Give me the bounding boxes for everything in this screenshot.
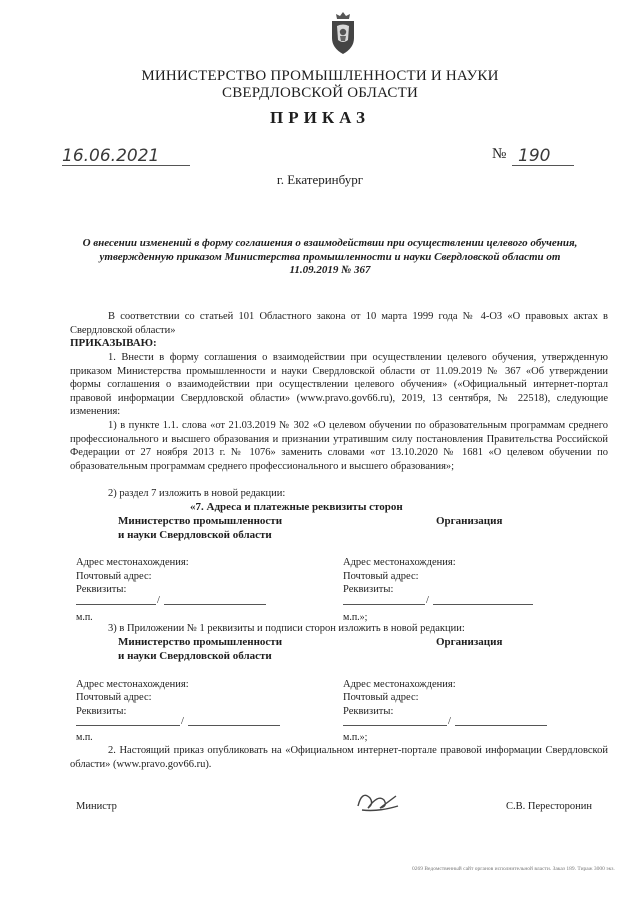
item-2-paragraph: 2. Настоящий приказ опубликовать на «Официальном интернет-портале правовой информации Свердловской области» (www.pravo.gov66.ru).	[70, 745, 608, 770]
appendix-right-seal-label: м.п.»;	[343, 732, 368, 743]
right-signature-slash: /	[426, 595, 429, 606]
left-address-label: Адрес местонахождения:	[76, 557, 189, 568]
ministry-name-line2: СВЕРДЛОВСКОЙ ОБЛАСТИ	[221, 85, 418, 101]
item-1-1-paragraph: 1) в пункте 1.1. слова «от 21.03.2019 № 302 «О целевом обучении по образовательным программам среднего профессионального и высшего образования и признании утратившим силу постановления Правительства Российской Федерации от 27 ноября 2013 г. № 1076» заменить словами «от 13.10.2020 № 1681 «О целевом обучении по образовательным программам среднего профессионального и высшего образования»;	[70, 420, 608, 472]
appendix-right-postal-label: Почтовый адрес:	[343, 692, 419, 703]
appendix-right-details-label: Реквизиты:	[343, 706, 394, 717]
appendix-left-signature-slash: /	[181, 716, 184, 727]
orders-label: ПРИКАЗЫВАЮ:	[70, 337, 157, 349]
coat-of-arms-emblem	[326, 10, 360, 56]
left-details-label: Реквизиты:	[76, 584, 127, 595]
right-seal-label: м.п.»;	[343, 612, 368, 623]
preamble-paragraph: В соответствии со статьей 101 Областного закона от 10 марта 1999 года № 4-ОЗ «О правовых актах в Свердловской области»	[70, 311, 608, 336]
date-value: 16.06.2021	[62, 146, 160, 166]
item-1-3-paragraph: 3) в Приложении № 1 реквизиты и подписи сторон изложить в новой редакции:	[108, 623, 465, 634]
appendix-right-name-line	[455, 725, 547, 726]
handwritten-signature	[352, 786, 404, 816]
item-1-2-paragraph: 2) раздел 7 изложить в новой редакции:	[108, 488, 286, 499]
appendix-left-party-line2: и науки Свердловской области	[118, 650, 272, 662]
appendix-left-name-line	[188, 725, 280, 726]
ministry-name-line1: МИНИСТЕРСТВО ПРОМЫШЛЕННОСТИ И НАУКИ	[141, 68, 499, 84]
left-signature-line	[76, 604, 156, 605]
appendix-left-postal-label: Почтовый адрес:	[76, 692, 152, 703]
right-signature-line	[343, 604, 425, 605]
appendix-left-address-label: Адрес местонахождения:	[76, 679, 189, 690]
appendix-right-signature-line	[343, 725, 447, 726]
item-1-paragraph: 1. Внести в форму соглашения о взаимодействии при осуществлении целевого обучения, утвержденную приказом Министерства промышленности и науки Свердловской области от 11.09.2019 № 367 «Об утверждении формы соглашения о взаимодействии при осуществлении целевого обучения» («Официальный интернет-портал правовой информации Свердловской области» (www.pravo.gov66.ru), 2019, 13 сентября, № 22518), следующие изменения:	[70, 352, 608, 417]
appendix-right-signature-slash: /	[448, 716, 451, 727]
print-footer-note: 0269 Ведомственный сайт органов исполнительной власти. Заказ 189. Тираж 3000 экз.	[412, 866, 615, 872]
appendix-left-signature-line	[76, 725, 180, 726]
left-postal-label: Почтовый адрес:	[76, 571, 152, 582]
number-field	[512, 146, 574, 166]
left-party-name-line2: и науки Свердловской области	[118, 529, 272, 541]
signatory-role: Министр	[76, 801, 117, 812]
left-signature-slash: /	[157, 595, 160, 606]
right-address-label: Адрес местонахождения:	[343, 557, 456, 568]
order-title: О внесении изменений в форму соглашения о взаимодействии при осуществлении целевого обучения, утвержденную приказом Министерства промышленности и науки Свердловской области от 11.09.2019 № 367	[82, 237, 578, 276]
appendix-left-details-label: Реквизиты:	[76, 706, 127, 717]
appendix-left-seal-label: м.п.	[76, 732, 93, 743]
right-party-name: Организация	[436, 515, 503, 527]
right-details-label: Реквизиты:	[343, 584, 394, 595]
left-name-line	[164, 604, 266, 605]
number-sign: №	[492, 146, 507, 162]
left-seal-label: м.п.	[76, 612, 93, 623]
appendix-right-address-label: Адрес местонахождения:	[343, 679, 456, 690]
document-type-heading: ПРИКАЗ	[270, 108, 370, 127]
right-postal-label: Почтовый адрес:	[343, 571, 419, 582]
number-value: 190	[518, 146, 551, 166]
right-name-line	[433, 604, 533, 605]
signatory-name: С.В. Пересторонин	[506, 801, 593, 812]
section7-heading: «7. Адреса и платежные реквизиты сторон	[190, 501, 403, 513]
appendix-left-party-line1: Министерство промышленности	[118, 636, 283, 648]
city-line: г. Екатеринбург	[276, 172, 364, 187]
appendix-right-party-name: Организация	[436, 636, 503, 648]
left-party-name-line1: Министерство промышленности	[118, 515, 283, 527]
date-field	[62, 146, 190, 166]
